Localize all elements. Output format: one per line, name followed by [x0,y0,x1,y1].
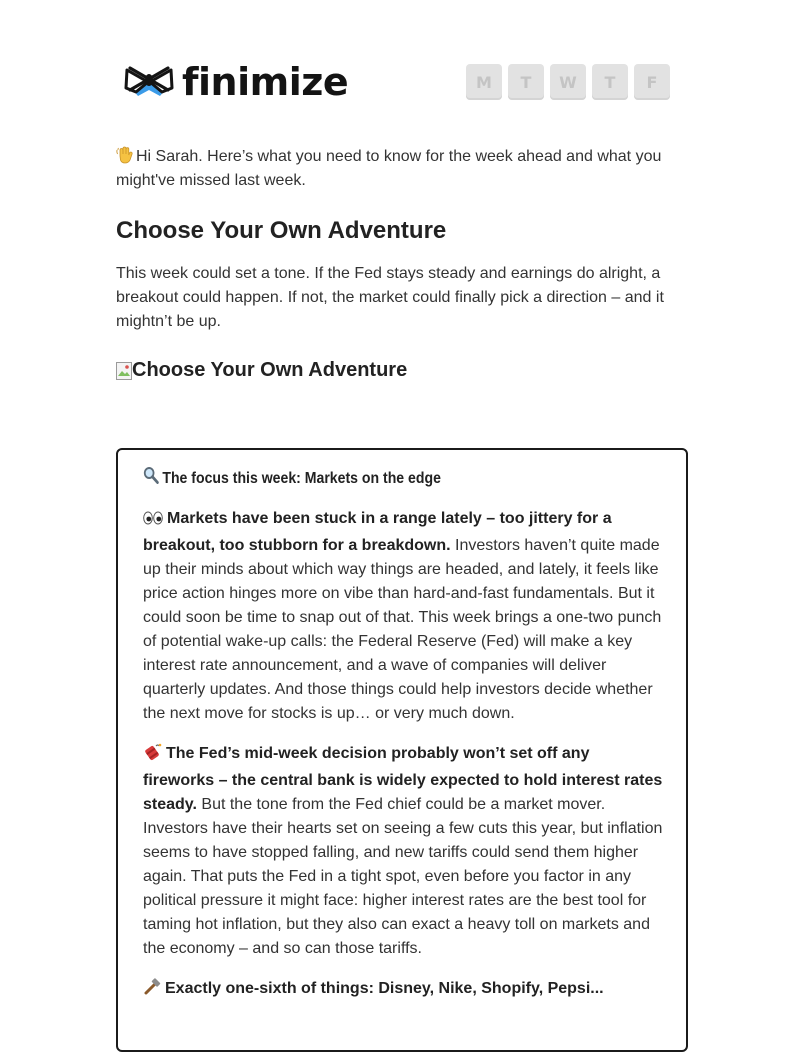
broken-image-icon [116,362,132,380]
day-tile-friday: F [634,64,670,100]
day-tile-monday: M [466,64,502,100]
article-title: Choose Your Own Adventure [116,217,447,244]
focus-box [116,448,688,1052]
day-tile-tuesday: T [508,64,544,100]
focus-title [143,466,601,492]
article-image [116,359,407,382]
paragraph-lead: Markets have been stuck in a range lately – too jittery for a breakout, too stubborn for a breakdown. [143,510,612,554]
hammer-icon [143,978,161,1004]
firecracker-icon [143,743,162,769]
brand-name: finimize [182,60,349,104]
paragraph-body: Investors haven’t quite made up their minds about which way things are headed, and lately, it feels like price action hinges more on vibe than hard-and-fast fundamentals. But it could soon be time to snap out of that. This week brings a one-two punch of potential wake-up calls: the Federal Reserve (Fed) will make a key interest rate announcement, and a wave of companies will deliver quarterly updates. And those things could help investors decide whether the next move for stocks is up… or very much down. [143,537,662,722]
magnifying-glass-icon [143,466,159,492]
newsletter-page [116,0,688,997]
header [116,0,688,120]
article-summary: This week could set a tone. If the Fed stays steady and earnings do alright, a breakout could happen. If not, the market could finally pick a direction – and it mightn’t be up. [116,265,664,330]
greeting-text: Hi Sarah. Here’s what you need to know for the week ahead and what you might've missed last week. [116,148,662,189]
focus-title-text: The focus this week: Markets on the edge [162,470,441,487]
image-alt-text: Choose Your Own Adventure [132,359,408,381]
focus-paragraph [143,742,663,961]
paragraph-body: But the tone from the Fed chief could be a market mover. Investors have their hearts set on seeing a few cuts this year, but inflation seems to have stopped falling, and new tariffs could send them higher again. That puts the Fed in a tight spot, even before you factor in any political pressure it might face: higher interest rates are the best tool for taming hot inflation, but they also can exact a heavy toll on markets and the economy – and so can those tariffs. [143,796,663,957]
intro-greeting [116,145,688,193]
waving-hand-icon [116,145,136,169]
weekday-tracker [466,64,670,100]
butterfly-logo-icon [124,62,174,102]
paragraph-lead: The Fed’s mid-week decision probably won’t set off any fireworks – the central bank is widely expected to hold interest rates steady. [143,745,663,813]
finimize-logo[interactable] [124,60,348,104]
day-tile-thursday: T [592,64,628,100]
eyes-icon [143,510,163,534]
focus-paragraph [143,507,663,726]
day-tile-wednesday: W [550,64,586,100]
paragraph-lead: Exactly one-sixth of things: Disney, Nike, Shopify, Pepsi... [165,980,604,997]
